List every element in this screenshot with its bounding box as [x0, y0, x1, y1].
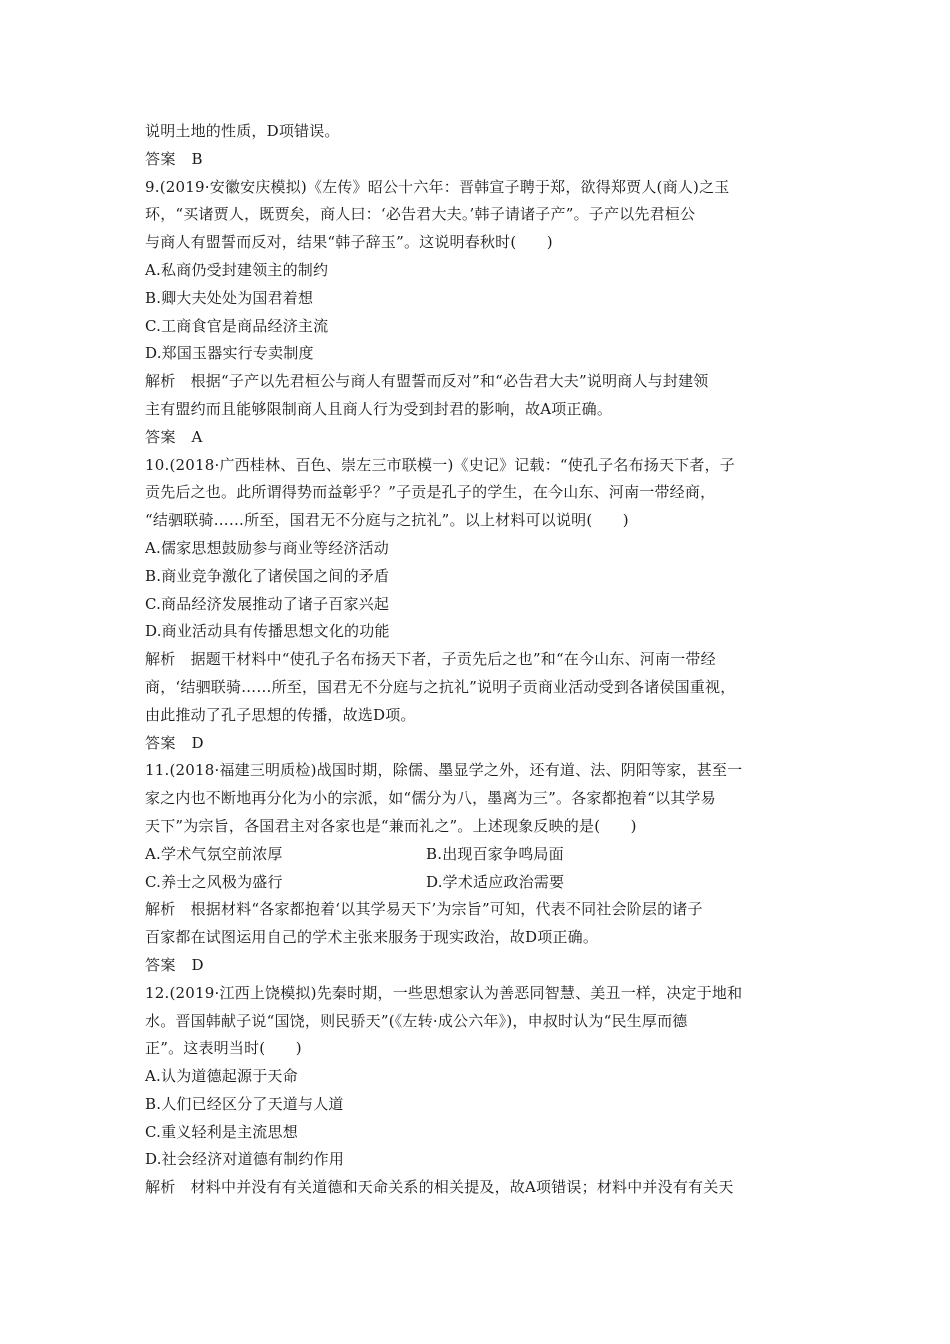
question-11-option-b: B.出现百家争鸣局面: [426, 844, 564, 863]
question-10-stem: “结驷联骑……所至，国君无不分庭与之抗礼”。以上材料可以说明( ): [145, 511, 629, 530]
question-10-option-d: D.商业活动具有传播思想文化的功能: [145, 622, 390, 641]
document-page: [145, 118, 810, 1202]
question-12-analysis: 解析 材料中并没有有关道德和天命关系的相关提及，故A项错误；材料中并没有有关天: [145, 1178, 734, 1197]
question-12-option-a: A.认为道德起源于天命: [145, 1067, 298, 1086]
question-9-option-a: A.私商仍受封建领主的制约: [145, 260, 329, 279]
question-11-stem: 家之内也不断地再分化为小的宗派，如“儒分为八，墨离为三”。各家都抱着“以其学易: [145, 789, 716, 808]
question-12-stem: 正”。这表明当时( ): [145, 1039, 302, 1058]
question-9-analysis: 解析 根据“子产以先君桓公与商人有盟誓而反对”和“必告君大夫”说明商人与封建领: [145, 372, 709, 391]
question-11-option-a: A.学术气氛空前浓厚: [145, 844, 283, 863]
question-9-option-b: B.卿大夫处处为国君着想: [145, 288, 314, 307]
answer-line: 答案 D: [145, 733, 205, 752]
question-12-option-d: D.社会经济对道德有制约作用: [145, 1150, 345, 1169]
question-12-stem: 12.(2019·江西上饶模拟)先秦时期，一些思想家认为善恶同智慧、美丑一样，决定于地和: [145, 983, 743, 1002]
question-10-analysis: 解析 据题干材料中“使孔子名布扬天下者，子贡先后之也”和“在今山东、河南一带经: [145, 650, 716, 669]
answer-line: 答案 D: [145, 955, 205, 974]
question-10-stem: 10.(2018·广西桂林、百色、崇左三市联模一)《史记》记载：“使孔子名布扬天下者，子: [145, 455, 735, 474]
question-9-stem: 环，“买诸贾人，既贾矣，商人曰：‘必告君大夫。’韩子请诸子产”。子产以先君桓公: [145, 205, 696, 224]
question-11-options-row: [145, 841, 810, 869]
question-10-analysis: 商，‘结驷联骑……所至，国君无不分庭与之抗礼”说明子贡商业活动受到各诸侯国重视，: [145, 677, 736, 696]
answer-line: 答案 B: [145, 149, 204, 168]
question-9-stem: 9.(2019·安徽安庆模拟)《左传》昭公十六年：晋韩宣子聘于郑，欲得郑贾人(商人)之玉: [145, 177, 730, 196]
question-11-stem: 11.(2018·福建三明质检)战国时期，除儒、墨显学之外，还有道、法、阴阳等家，甚至一: [145, 761, 743, 780]
answer-line: 答案 A: [145, 427, 203, 446]
question-11-option-d: D.学术适应政治需要: [426, 872, 565, 891]
question-9-option-d: D.郑国玉器实行专卖制度: [145, 344, 314, 363]
question-10-stem: 贡先后之也。此所谓得势而益彰乎？”子贡是孔子的学生，在今山东、河南一带经商，: [145, 483, 716, 502]
question-10-analysis: 由此推动了孔子思想的传播，故选D项。: [145, 705, 416, 724]
question-10-option-c: C.商品经济发展推动了诸子百家兴起: [145, 594, 390, 613]
question-9-stem: 与商人有盟誓而反对，结果“韩子辞玉”。这说明春秋时( ): [145, 233, 553, 252]
text-line: 说明土地的性质，D项错误。: [145, 122, 340, 140]
question-12-stem: 水。晋国韩献子说“国饶，则民骄天”(《左转·成公六年》)，申叔时认为“民生厚而德: [145, 1011, 688, 1030]
question-11-stem: 天下”为宗旨，各国君主对各家也是“兼而礼之”。上述现象反映的是( ): [145, 816, 637, 835]
question-11-analysis: 解析 根据材料“各家都抱着‘以其学易天下’为宗旨”可知，代表不同社会阶层的诸子: [145, 900, 703, 919]
question-11-option-c: C.养士之风极为盛行: [145, 872, 283, 891]
question-11-options-row: [145, 869, 810, 897]
question-12-option-b: B.人们已经区分了天道与人道: [145, 1094, 344, 1113]
question-12-option-c: C.重义轻利是主流思想: [145, 1122, 298, 1141]
question-10-option-b: B.商业竞争激化了诸侯国之间的矛盾: [145, 566, 390, 585]
question-11-analysis: 百家都在试图运用自己的学术主张来服务于现实政治，故D项正确。: [145, 928, 599, 947]
question-9-analysis: 主有盟约而且能够限制商人且商人行为受到封君的影响，故A项正确。: [145, 399, 613, 418]
question-10-option-a: A.儒家思想鼓励参与商业等经济活动: [145, 538, 390, 557]
question-9-option-c: C.工商食官是商品经济主流: [145, 316, 329, 335]
